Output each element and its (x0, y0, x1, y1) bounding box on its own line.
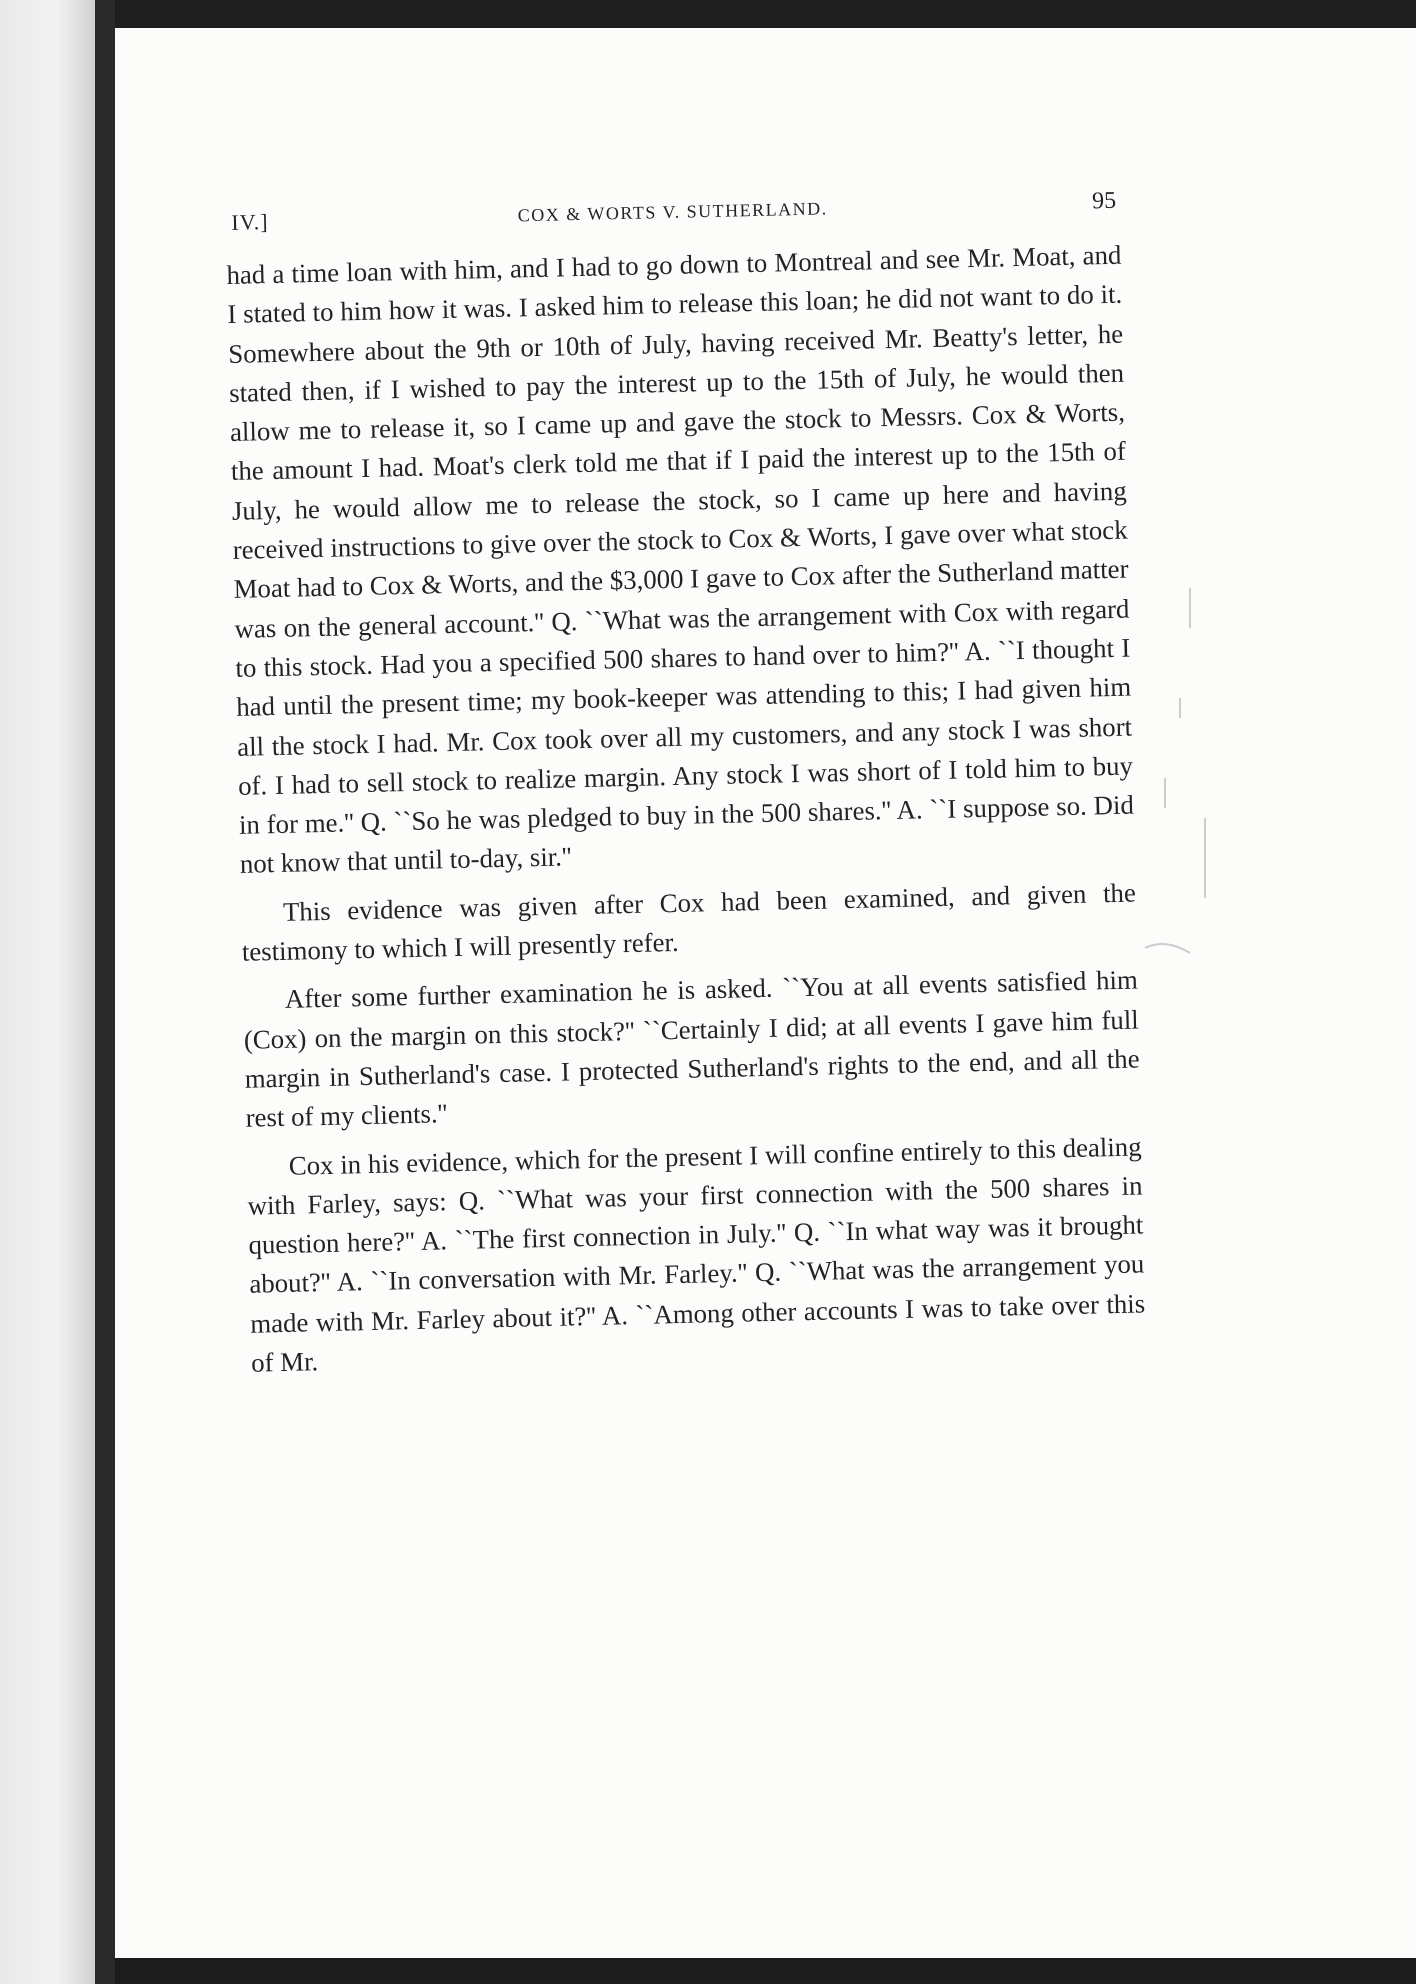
running-title: COX & WORTS V. SUTHERLAND. (517, 198, 828, 226)
chapter-folio: IV.] (231, 209, 269, 235)
page-number: 95 (1091, 187, 1117, 215)
paragraph-further-examination: After some further examination he is asked. ``You at all events satisfied him (Cox) on the margin on this stock?'' ``Certainly I did; at all events I gave him full margin in Sutherland's case. I protected Sutherland's rights to the end, and all the rest of my clients.'' (243, 964, 1140, 1133)
facing-page-edge (0, 0, 95, 1984)
paragraph-evidence-note: This evidence was given after Cox had been examined, and given the testimony to which I will presently refer. (241, 877, 1137, 967)
paragraph-cox-evidence: Cox in his evidence, which for the present I will confine entirely to this dealing with Farley, says: Q. ``What was your first connection with the 500 shares in question here?'' A. ``The first connection in July.'' Q. ``In what way was it brought about?'' A. ``In conversation with Mr. Farley.'' Q. ``What was the arrangement you made with Mr. Farley about it?'' A. ``Among other accounts I was to take over this of Mr. (247, 1130, 1146, 1378)
text-block (225, 188, 1146, 1383)
book-gutter (95, 0, 115, 1984)
scan-top-border (115, 0, 1416, 30)
paragraph-testimony-continuation: had a time loan with him, and I had to go down to Montreal and see Mr. Moat, and I stated to him how it was. I asked him to release this loan; he did not want to do it. Somewhere about the 9th or 10th of July, having received Mr. Beatty's letter, he stated then, if I wished to pay the interest up to the 15th of July, he would then allow me to release it, so I came up and gave the stock to Messrs. Cox & Worts, the amount I had. Moat's clerk told me that if I paid the interest up to the 15th of July, he would allow me to release the stock, so I came up here and having received instructions to give over the stock to Cox & Worts, I gave over what stock Moat had to Cox & Worts, and the $3,000 I gave to Cox after the Sutherland matter was on the general account.'' Q. ``What was the arrangement with Cox with regard to this stock. Had you a specified 500 shares to hand over to him?'' A. ``I thought I had until the present time; my book-keeper was attending to this; I had given him all the stock I had. Mr. Cox took over all my customers, and any stock I was short of. I had to sell stock to realize margin. Any stock I was short of I told him to buy in for me.'' Q. ``So he was pledged to buy in the 500 shares.'' A. ``I suppose so. Did not know that until to-day, sir.'' (226, 239, 1135, 880)
margin-bleedthrough-marks (1135, 568, 1215, 988)
book-page (115, 28, 1416, 1958)
